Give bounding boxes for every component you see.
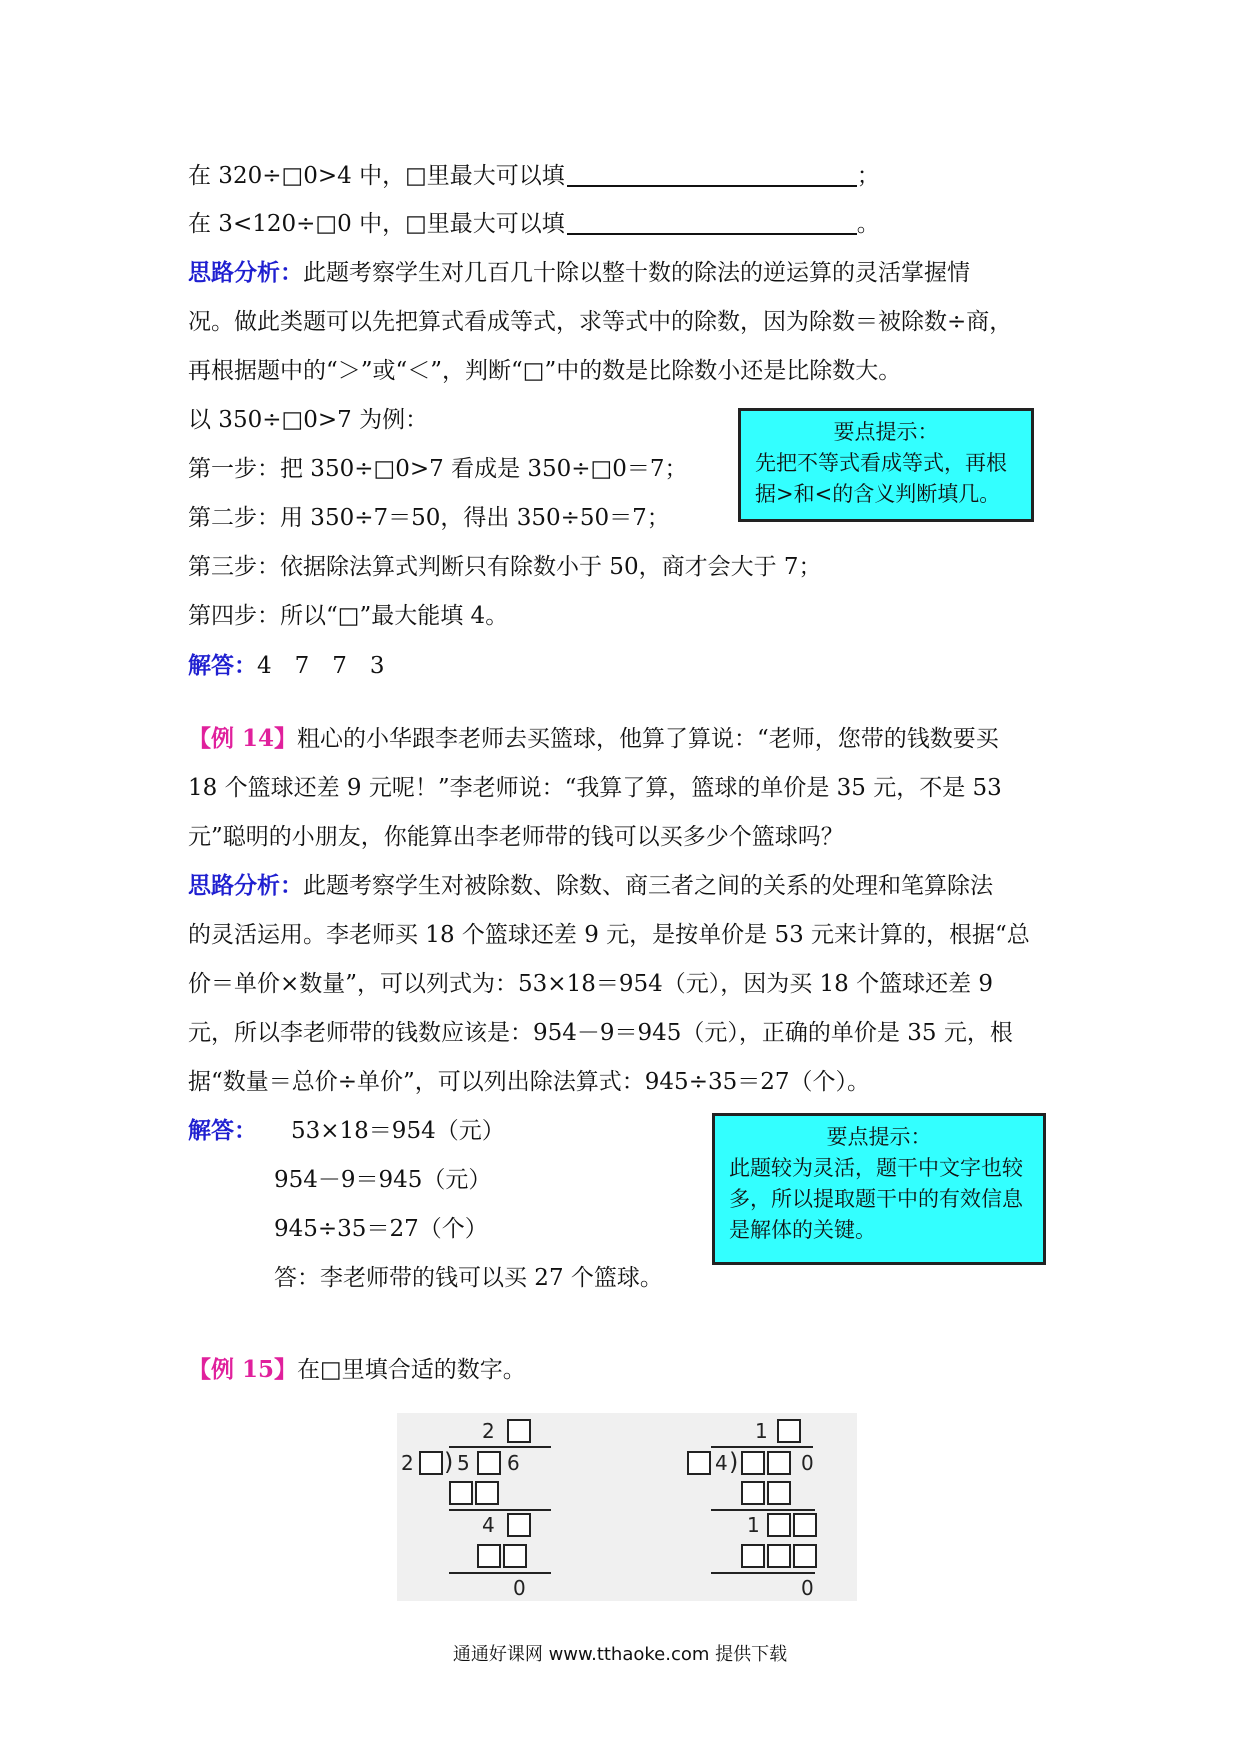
analysis-2-line-d: 元，所以李老师带的钱数应该是：954－9＝945（元），正确的单价是 35 元，根 (188, 1020, 1013, 1046)
left-product2-box-2[interactable] (503, 1544, 527, 1568)
right-product2-box-1[interactable] (741, 1544, 765, 1568)
question-line-2: 在 3<120÷□0 中，□里最大可以填 。 (188, 211, 880, 237)
answer-blank-1[interactable] (567, 161, 857, 187)
answer-blank-2[interactable] (567, 209, 857, 235)
answer-label: 解答： (188, 1117, 257, 1144)
long-division-figure (397, 1413, 857, 1601)
right-product-box-1[interactable] (741, 1481, 765, 1505)
analysis-2-line-a: 思路分析：此题考察学生对被除数、除数、商三者之间的关系的处理和笔算除法 (188, 872, 993, 899)
right-product2-box-3[interactable] (793, 1544, 817, 1568)
analysis-2-line-e: 据“数量＝总价÷单价”，可以列出除法算式：945÷35＝27（个）。 (188, 1069, 870, 1095)
analysis-1-line-c: 再根据题中的“＞”或“＜”，判断“□”中的数是比除数小还是比除数大。 (188, 358, 902, 384)
example-14-label: 【例 14】 (188, 725, 298, 752)
left-remainder-digit: 4 (482, 1513, 495, 1537)
right-remainder-box-2[interactable] (793, 1513, 817, 1537)
right-divisor-box[interactable] (687, 1451, 711, 1475)
tip-box-1: 要点提示： 先把不等式看成等式，再根 据>和<的含义判断填几。 (738, 408, 1034, 522)
answer-label: 解答： (188, 652, 257, 679)
step-2: 第二步：用 350÷7＝50，得出 350÷50＝7； (188, 505, 670, 531)
left-final-zero: 0 (513, 1576, 526, 1600)
answer-values: 4 7 7 3 (257, 653, 385, 679)
analysis-2-line-b: 的灵活运用。李老师买 18 个篮球还差 9 元，是按单价是 53 元来计算的，根据“总 (188, 922, 1030, 948)
right-product-box-2[interactable] (767, 1481, 791, 1505)
left-dividend-digit-1: 5 (457, 1451, 470, 1475)
left-dividend-box[interactable] (477, 1451, 501, 1475)
step-3: 第三步：依据除法算式判断只有除数小于 50，商才会大于 7； (188, 554, 822, 580)
question-text-1: 在 320÷□0>4 中，□里最大可以填 (188, 163, 565, 189)
right-rule-2 (711, 1572, 815, 1574)
answer-2-line-c: 945÷35＝27（个） (274, 1216, 488, 1242)
analysis-1-line-b: 况。做此类题可以先把算式看成等式，求等式中的除数，因为除数＝被除数÷商， (188, 309, 1013, 335)
left-divisor-box[interactable] (419, 1451, 443, 1475)
tip-box-2: 要点提示： 此题较为灵活，题干中文字也较 多，所以提取题干中的有效信息 是解体的关键。 (712, 1113, 1046, 1265)
left-division-bar (449, 1446, 551, 1448)
right-remainder-digit: 1 (747, 1513, 760, 1537)
right-remainder-box-1[interactable] (767, 1513, 791, 1537)
example-15-line: 【例 15】在□里填合适的数字。 (188, 1356, 526, 1383)
answer-2-conclusion: 答：李老师带的钱可以买 27 个篮球。 (274, 1265, 663, 1291)
step-1: 第一步：把 350÷□0>7 看成是 350÷□0＝7； (188, 456, 688, 482)
right-divisor-digit: 4 (715, 1451, 728, 1475)
left-product-box-1[interactable] (449, 1481, 473, 1505)
tip-title: 要点提示： (826, 1125, 932, 1149)
tip-title: 要点提示： (833, 420, 939, 444)
left-quotient-digit: 2 (482, 1419, 495, 1443)
analysis-label: 思路分析： (188, 872, 303, 899)
question-text-2: 在 3<120÷□0 中，□里最大可以填 (188, 211, 565, 237)
answer-2-line-b: 954－9＝945（元） (274, 1167, 492, 1193)
right-division-bar (711, 1446, 813, 1448)
analysis-label: 思路分析： (188, 259, 303, 286)
left-dividend-digit-2: 6 (507, 1451, 520, 1475)
example-intro: 以 350÷□0>7 为例： (188, 407, 429, 433)
left-divisor-digit: 2 (401, 1451, 414, 1475)
analysis-1-line-a: 思路分析：此题考察学生对几百几十除以整十数的除法的逆运算的灵活掌握情 (188, 259, 970, 286)
right-quotient-box[interactable] (777, 1419, 801, 1443)
right-dividend-digit: 0 (801, 1451, 814, 1475)
right-product2-box-2[interactable] (767, 1544, 791, 1568)
left-product-box-2[interactable] (475, 1481, 499, 1505)
left-remainder-box[interactable] (507, 1513, 531, 1537)
right-quotient-digit: 1 (755, 1419, 768, 1443)
answer-1 (188, 650, 1058, 682)
analysis-2-line-c: 价＝单价×数量”，可以列式为：53×18＝954（元），因为买 18 个篮球还差 9 (188, 971, 994, 997)
example-14-line-c: 元”聪明的小朋友，你能算出李老师带的钱可以买多少个篮球吗？ (188, 824, 844, 850)
right-dividend-box-2[interactable] (767, 1451, 791, 1475)
right-final-zero: 0 (801, 1576, 814, 1600)
page-footer: 通通好课网 www.tthaoke.com 提供下载 (452, 1644, 788, 1665)
left-division-bracket: ) (444, 1448, 454, 1476)
answer-2-line-a: 解答： 53×18＝954（元） (188, 1117, 505, 1144)
left-quotient-box[interactable] (507, 1419, 531, 1443)
example-14-line-a: 【例 14】粗心的小华跟李老师去买篮球，他算了算说：“老师，您带的钱数要买 (188, 725, 999, 752)
right-rule-1 (711, 1509, 815, 1511)
step-4: 第四步：所以“□”最大能填 4。 (188, 603, 509, 629)
right-dividend-box-1[interactable] (741, 1451, 765, 1475)
example-15-label: 【例 15】 (188, 1356, 298, 1383)
right-division-bracket: ) (729, 1448, 739, 1476)
question-line-1: 在 320÷□0>4 中，□里最大可以填 ； (188, 163, 880, 189)
left-rule-2 (449, 1572, 551, 1574)
left-product2-box-1[interactable] (477, 1544, 501, 1568)
left-rule-1 (449, 1509, 551, 1511)
example-14-line-b: 18 个篮球还差 9 元呢！”李老师说：“我算了算，篮球的单价是 35 元，不是 53 (188, 775, 1002, 801)
